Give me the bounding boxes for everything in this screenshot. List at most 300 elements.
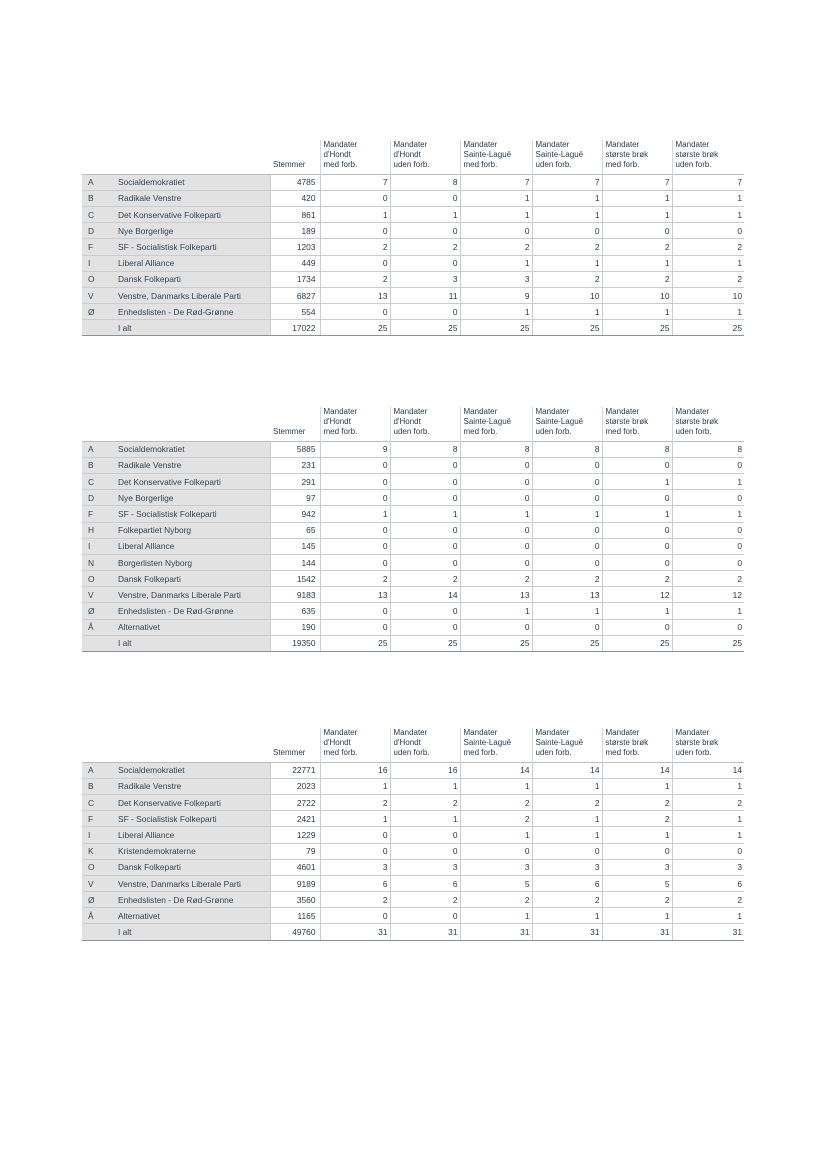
header-method: [602, 407, 672, 441]
header-line: uden forb.: [393, 160, 430, 170]
votes-cell: 291: [270, 473, 320, 489]
seats-cell: 1: [390, 206, 460, 222]
header-line: d'Hondt: [323, 417, 351, 427]
seats-cell: 1: [672, 473, 744, 489]
party-code: F: [82, 239, 116, 255]
header-line: Sainte-Laguë: [463, 150, 512, 160]
votes-cell: 942: [270, 506, 320, 522]
header-line: Mandater: [323, 728, 358, 737]
header-line: med forb.: [323, 748, 358, 758]
total-seats: 25: [390, 320, 460, 336]
header-line: med forb.: [463, 427, 498, 437]
party-name: Folkepartiet Nyborg: [116, 522, 270, 538]
seats-cell: 0: [320, 473, 390, 489]
seats-cell: 8: [390, 441, 460, 457]
seats-cell: 16: [320, 762, 390, 778]
party-code: Å: [82, 908, 116, 924]
seats-cell: 2: [320, 794, 390, 810]
results-table-1: [82, 140, 744, 336]
party-name: SF - Socialistisk Folkeparti: [116, 506, 270, 522]
seats-cell: 1: [602, 778, 672, 794]
seats-cell: 2: [460, 892, 532, 908]
header-line: største brøk: [675, 417, 719, 427]
party-row: [82, 843, 744, 859]
seats-cell: 3: [532, 859, 602, 875]
party-row: [82, 892, 744, 908]
seats-cell: 5: [460, 875, 532, 891]
seats-cell: 0: [672, 223, 744, 239]
seats-cell: 14: [672, 762, 744, 778]
total-seats: 25: [602, 320, 672, 336]
party-name: Venstre, Danmarks Liberale Parti: [116, 287, 270, 303]
seats-cell: 8: [390, 174, 460, 190]
total-seats: 25: [460, 320, 532, 336]
seats-cell: 0: [460, 554, 532, 570]
party-code: O: [82, 571, 116, 587]
seats-cell: 0: [672, 490, 744, 506]
header-stemmer: Stemmer: [273, 748, 306, 758]
header-line: Mandater: [323, 407, 358, 416]
seats-cell: 3: [390, 271, 460, 287]
header-line: Mandater: [463, 728, 498, 737]
total-row: [82, 924, 744, 940]
seats-cell: 2: [532, 794, 602, 810]
party-code: V: [82, 287, 116, 303]
seats-cell: 1: [532, 506, 602, 522]
header-line: med forb.: [463, 160, 498, 170]
party-code: V: [82, 875, 116, 891]
header-line: uden forb.: [393, 427, 430, 437]
header-method: [460, 140, 532, 174]
party-code: A: [82, 762, 116, 778]
party-row: [82, 255, 744, 271]
total-code-blank: [82, 924, 116, 940]
seats-cell: 1: [532, 304, 602, 320]
seats-cell: 0: [460, 473, 532, 489]
seats-cell: 7: [602, 174, 672, 190]
party-row: [82, 206, 744, 222]
header-line: Mandater: [675, 728, 710, 737]
seats-cell: 13: [320, 587, 390, 603]
seats-cell: 10: [602, 287, 672, 303]
party-row: [82, 859, 744, 875]
total-seats: 25: [672, 320, 744, 336]
seats-cell: 0: [320, 827, 390, 843]
seats-cell: 0: [390, 522, 460, 538]
header-line: største brøk: [675, 738, 719, 748]
seats-cell: 1: [532, 908, 602, 924]
votes-cell: 231: [270, 457, 320, 473]
votes-cell: 3560: [270, 892, 320, 908]
header-row: [82, 140, 744, 174]
seats-cell: 1: [320, 778, 390, 794]
seats-cell: 2: [320, 571, 390, 587]
party-name: Liberal Alliance: [116, 538, 270, 554]
seats-cell: 14: [460, 762, 532, 778]
seats-cell: 1: [672, 908, 744, 924]
header-line: Mandater: [605, 140, 640, 149]
seats-cell: 0: [602, 843, 672, 859]
seats-cell: 6: [532, 875, 602, 891]
seats-cell: 0: [320, 223, 390, 239]
header-blank: [82, 140, 116, 174]
header-line: Mandater: [393, 140, 428, 149]
header-blank: [82, 407, 116, 441]
header-line: med forb.: [605, 427, 640, 437]
votes-cell: 144: [270, 554, 320, 570]
seats-cell: 2: [602, 271, 672, 287]
party-name: Alternativet: [116, 619, 270, 635]
party-row: [82, 271, 744, 287]
seats-cell: 1: [602, 473, 672, 489]
seats-cell: 0: [672, 619, 744, 635]
seats-cell: 0: [602, 490, 672, 506]
seats-cell: 2: [602, 571, 672, 587]
party-row: [82, 304, 744, 320]
seats-cell: 0: [460, 457, 532, 473]
votes-cell: 65: [270, 522, 320, 538]
seats-cell: 0: [672, 522, 744, 538]
seats-cell: 1: [390, 811, 460, 827]
total-seats: 31: [460, 924, 532, 940]
party-row: [82, 571, 744, 587]
party-name: Det Konservative Folkeparti: [116, 473, 270, 489]
party-row: [82, 554, 744, 570]
seats-cell: 6: [672, 875, 744, 891]
party-row: [82, 619, 744, 635]
seats-cell: 0: [320, 554, 390, 570]
header-blank: [116, 407, 270, 441]
seats-cell: 13: [532, 587, 602, 603]
seats-cell: 1: [602, 190, 672, 206]
header-method: [460, 728, 532, 762]
party-row: [82, 223, 744, 239]
seats-cell: 0: [390, 473, 460, 489]
party-code: Ø: [82, 892, 116, 908]
votes-cell: 861: [270, 206, 320, 222]
seats-cell: 2: [602, 239, 672, 255]
seats-cell: 0: [532, 473, 602, 489]
seats-cell: 0: [390, 304, 460, 320]
party-name: Det Konservative Folkeparti: [116, 206, 270, 222]
total-code-blank: [82, 320, 116, 336]
party-row: [82, 506, 744, 522]
header-line: d'Hondt: [393, 417, 421, 427]
header-line: største brøk: [605, 150, 649, 160]
party-name: Dansk Folkeparti: [116, 859, 270, 875]
party-row: [82, 457, 744, 473]
party-name: Socialdemokratiet: [116, 762, 270, 778]
seats-cell: 1: [672, 304, 744, 320]
total-seats: 31: [532, 924, 602, 940]
seats-cell: 1: [532, 811, 602, 827]
votes-cell: 97: [270, 490, 320, 506]
seats-cell: 2: [320, 892, 390, 908]
votes-cell: 9183: [270, 587, 320, 603]
party-name: Radikale Venstre: [116, 457, 270, 473]
seats-cell: 0: [672, 554, 744, 570]
seats-cell: 0: [672, 457, 744, 473]
party-name: Nye Borgerlige: [116, 223, 270, 239]
seats-cell: 0: [672, 538, 744, 554]
seats-cell: 1: [672, 206, 744, 222]
total-label: I alt: [116, 320, 270, 336]
party-code: I: [82, 538, 116, 554]
party-code: C: [82, 794, 116, 810]
seats-cell: 1: [460, 827, 532, 843]
total-label: I alt: [116, 924, 270, 940]
votes-cell: 1229: [270, 827, 320, 843]
header-line: Mandater: [323, 140, 358, 149]
seats-cell: 0: [532, 843, 602, 859]
party-code: I: [82, 255, 116, 271]
party-code: H: [82, 522, 116, 538]
party-name: Radikale Venstre: [116, 190, 270, 206]
seats-cell: 0: [602, 538, 672, 554]
seats-cell: 0: [320, 538, 390, 554]
seats-cell: 3: [602, 859, 672, 875]
seats-cell: 1: [532, 255, 602, 271]
header-line: Sainte-Laguë: [535, 150, 584, 160]
seats-cell: 0: [320, 603, 390, 619]
party-row: [82, 287, 744, 303]
seats-cell: 2: [460, 811, 532, 827]
seats-cell: 1: [672, 811, 744, 827]
seats-cell: 0: [532, 619, 602, 635]
party-row: [82, 190, 744, 206]
seats-cell: 1: [602, 255, 672, 271]
header-line: uden forb.: [675, 427, 712, 437]
header-line: største brøk: [605, 417, 649, 427]
seats-cell: 1: [320, 811, 390, 827]
total-row: [82, 320, 744, 336]
party-code: B: [82, 190, 116, 206]
header-line: d'Hondt: [323, 738, 351, 748]
seats-cell: 2: [602, 892, 672, 908]
party-row: [82, 875, 744, 891]
seats-cell: 0: [390, 190, 460, 206]
party-name: Kristendemokraterne: [116, 843, 270, 859]
seats-cell: 0: [320, 490, 390, 506]
seats-cell: 1: [320, 206, 390, 222]
votes-cell: 22771: [270, 762, 320, 778]
seats-cell: 0: [320, 908, 390, 924]
votes-cell: 4785: [270, 174, 320, 190]
total-row: [82, 635, 744, 651]
seats-cell: 2: [320, 271, 390, 287]
votes-cell: 1542: [270, 571, 320, 587]
header-line: med forb.: [605, 748, 640, 758]
party-name: Enhedslisten - De Rød-Grønne: [116, 603, 270, 619]
header-line: Mandater: [535, 728, 570, 737]
party-name: SF - Socialistisk Folkeparti: [116, 811, 270, 827]
party-name: Dansk Folkeparti: [116, 571, 270, 587]
header-method: [320, 407, 390, 441]
party-row: [82, 778, 744, 794]
seats-cell: 9: [460, 287, 532, 303]
party-name: Enhedslisten - De Rød-Grønne: [116, 892, 270, 908]
party-code: B: [82, 457, 116, 473]
seats-cell: 0: [602, 457, 672, 473]
seats-cell: 1: [602, 206, 672, 222]
header-method: [460, 407, 532, 441]
seats-cell: 1: [602, 603, 672, 619]
seats-cell: 2: [532, 239, 602, 255]
seats-cell: 14: [602, 762, 672, 778]
seats-cell: 1: [460, 255, 532, 271]
party-code: D: [82, 223, 116, 239]
seats-cell: 0: [460, 522, 532, 538]
seats-cell: 1: [672, 778, 744, 794]
party-name: Nye Borgerlige: [116, 490, 270, 506]
seats-cell: 1: [602, 304, 672, 320]
header-line: d'Hondt: [323, 150, 351, 160]
seats-cell: 2: [532, 892, 602, 908]
party-code: A: [82, 174, 116, 190]
party-name: Alternativet: [116, 908, 270, 924]
header-method: [602, 728, 672, 762]
party-name: Liberal Alliance: [116, 827, 270, 843]
header-line: med forb.: [323, 160, 358, 170]
seats-cell: 2: [390, 794, 460, 810]
header-line: Mandater: [463, 140, 498, 149]
party-code: Å: [82, 619, 116, 635]
seats-cell: 8: [602, 441, 672, 457]
header-line: Mandater: [463, 407, 498, 416]
seats-cell: 1: [602, 827, 672, 843]
header-line: største brøk: [675, 150, 719, 160]
seats-cell: 0: [320, 190, 390, 206]
total-seats: 25: [390, 635, 460, 651]
total-seats: 31: [390, 924, 460, 940]
party-code: O: [82, 859, 116, 875]
seats-cell: 2: [390, 571, 460, 587]
seats-cell: 1: [672, 603, 744, 619]
votes-cell: 420: [270, 190, 320, 206]
header-blank: [116, 140, 270, 174]
votes-cell: 9189: [270, 875, 320, 891]
seats-cell: 0: [532, 538, 602, 554]
seats-cell: 2: [672, 794, 744, 810]
seats-cell: 8: [460, 441, 532, 457]
total-seats: 25: [320, 635, 390, 651]
votes-cell: 2023: [270, 778, 320, 794]
seats-cell: 9: [320, 441, 390, 457]
votes-cell: 635: [270, 603, 320, 619]
total-seats: 25: [672, 635, 744, 651]
header-line: uden forb.: [393, 748, 430, 758]
party-code: F: [82, 811, 116, 827]
seats-cell: 1: [602, 506, 672, 522]
party-name: Det Konservative Folkeparti: [116, 794, 270, 810]
seats-cell: 0: [320, 457, 390, 473]
seats-cell: 8: [672, 441, 744, 457]
header-method: [532, 728, 602, 762]
header-line: Sainte-Laguë: [463, 738, 512, 748]
total-seats: 31: [672, 924, 744, 940]
seats-cell: 1: [460, 304, 532, 320]
party-code: N: [82, 554, 116, 570]
header-stemmer: Stemmer: [273, 160, 306, 170]
total-votes: 19350: [270, 635, 320, 651]
seats-cell: 7: [320, 174, 390, 190]
seats-cell: 1: [460, 778, 532, 794]
total-label: I alt: [116, 635, 270, 651]
seats-cell: 1: [460, 603, 532, 619]
seats-cell: 1: [532, 603, 602, 619]
seats-cell: 2: [460, 571, 532, 587]
seats-cell: 2: [602, 794, 672, 810]
party-name: Borgerlisten Nyborg: [116, 554, 270, 570]
party-row: [82, 827, 744, 843]
header-method: [320, 140, 390, 174]
header-method: [532, 407, 602, 441]
header-method: [390, 407, 460, 441]
party-name: Liberal Alliance: [116, 255, 270, 271]
header-blank: [116, 728, 270, 762]
party-row: [82, 174, 744, 190]
seats-cell: 0: [460, 538, 532, 554]
party-name: Radikale Venstre: [116, 778, 270, 794]
seats-cell: 14: [390, 587, 460, 603]
header-method: [320, 728, 390, 762]
header-method: [390, 140, 460, 174]
total-code-blank: [82, 635, 116, 651]
votes-cell: 4601: [270, 859, 320, 875]
votes-cell: 1203: [270, 239, 320, 255]
seats-cell: 3: [390, 859, 460, 875]
party-name: SF - Socialistisk Folkeparti: [116, 239, 270, 255]
seats-cell: 0: [602, 619, 672, 635]
seats-cell: 0: [602, 223, 672, 239]
seats-cell: 2: [532, 271, 602, 287]
party-code: K: [82, 843, 116, 859]
votes-cell: 6827: [270, 287, 320, 303]
party-row: [82, 538, 744, 554]
seats-cell: 1: [320, 506, 390, 522]
seats-cell: 13: [460, 587, 532, 603]
party-row: [82, 522, 744, 538]
seats-cell: 1: [602, 908, 672, 924]
party-row: [82, 490, 744, 506]
votes-cell: 1734: [270, 271, 320, 287]
header-line: uden forb.: [535, 748, 572, 758]
header-line: Sainte-Laguë: [535, 738, 584, 748]
header-line: med forb.: [605, 160, 640, 170]
party-row: [82, 603, 744, 619]
seats-cell: 0: [460, 223, 532, 239]
party-code: D: [82, 490, 116, 506]
party-code: O: [82, 271, 116, 287]
header-line: d'Hondt: [393, 738, 421, 748]
header-line: d'Hondt: [393, 150, 421, 160]
seats-cell: 0: [532, 554, 602, 570]
seats-cell: 7: [672, 174, 744, 190]
header-method: [672, 407, 744, 441]
seats-cell: 1: [672, 506, 744, 522]
total-seats: 25: [602, 635, 672, 651]
seats-cell: 10: [532, 287, 602, 303]
votes-cell: 189: [270, 223, 320, 239]
seats-cell: 12: [602, 587, 672, 603]
seats-cell: 0: [532, 223, 602, 239]
seats-cell: 0: [602, 554, 672, 570]
header-line: uden forb.: [675, 160, 712, 170]
total-seats: 25: [532, 635, 602, 651]
seats-cell: 2: [672, 892, 744, 908]
seats-cell: 2: [672, 571, 744, 587]
seats-cell: 0: [532, 522, 602, 538]
